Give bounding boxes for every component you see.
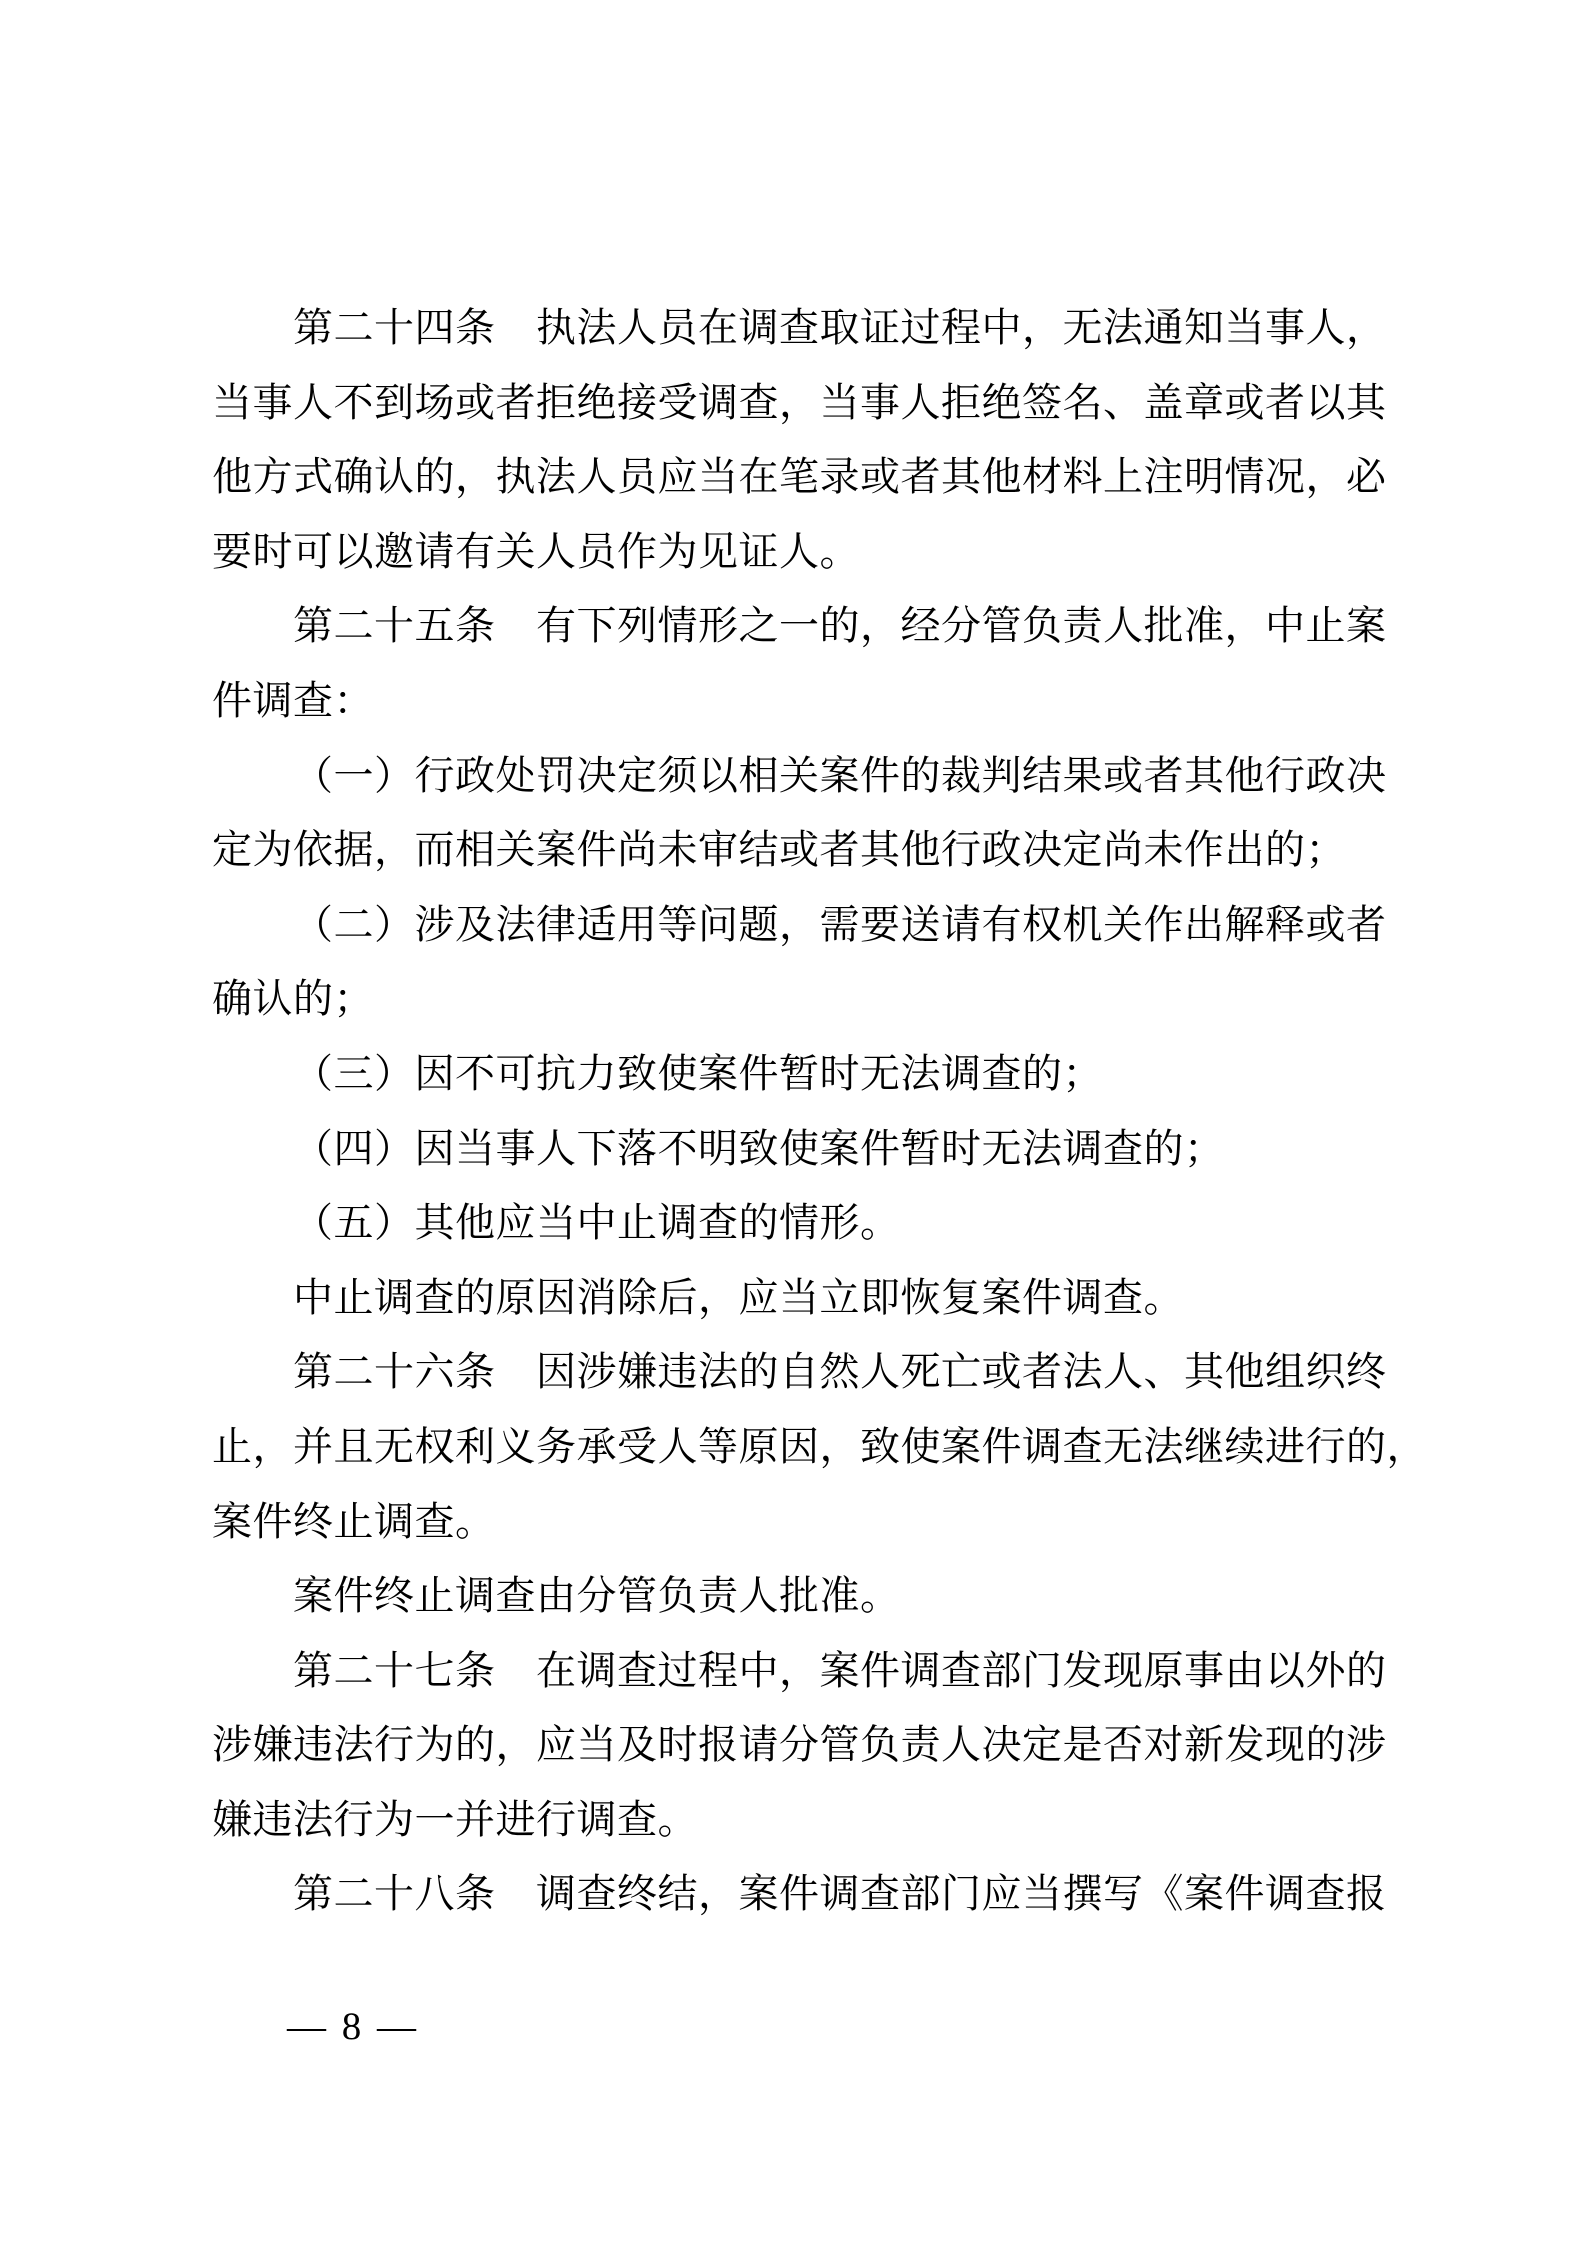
text-line: 案件终止调查由分管负责人批准。 [293,1573,901,1620]
text-line: 案件终止调查。 [212,1498,496,1545]
text-line: 定为依据，而相关案件尚未审结或者其他行政决定尚未作出的； [212,827,1346,874]
text-line: 第二十七条 在调查过程中，案件调查部门发现原事由以外的 [293,1647,1387,1694]
text-line: 第二十五条 有下列情形之一的，经分管负责人批准，中止案 [293,603,1387,650]
text-line: 第二十八条 调查终结，案件调查部门应当撰写《案件调查报 [293,1871,1387,1918]
text-line: 要时可以邀请有关人员作为见证人。 [212,528,860,575]
text-line: 涉嫌违法行为的，应当及时报请分管负责人决定是否对新发现的涉 [212,1722,1387,1769]
page-footer [287,2006,419,2048]
text-line: 止，并且无权利义务承受人等原因，致使案件调查无法继续进行的， [212,1423,1427,1470]
page-number: — 8 — [287,2005,419,2048]
text-line: 中止调查的原因消除后，应当立即恢复案件调查。 [293,1274,1184,1321]
text-line: 第二十四条 执法人员在调查取证过程中，无法通知当事人， [293,305,1387,351]
text-line: （五）其他应当中止调查的情形。 [293,1200,901,1247]
document-body [212,291,1427,1932]
text-line: 件调查： [212,677,374,724]
text-line: （二）涉及法律适用等问题，需要送请有权机关作出解释或者 [293,901,1387,948]
text-line: （四）因当事人下落不明致使案件暂时无法调查的； [293,1125,1225,1172]
text-line: （一）行政处罚决定须以相关案件的裁判结果或者其他行政决 [293,752,1387,799]
text-line: 第二十六条 因涉嫌违法的自然人死亡或者法人、其他组织终 [293,1349,1387,1396]
text-line: 他方式确认的，执法人员应当在笔录或者其他材料上注明情况，必 [212,454,1387,501]
text-line: 确认的； [212,976,374,1023]
text-line: 嫌违法行为一并进行调查。 [212,1796,698,1843]
text-line: 当事人不到场或者拒绝接受调查，当事人拒绝签名、盖章或者以其 [212,379,1387,426]
text-line: （三）因不可抗力致使案件暂时无法调查的； [293,1050,1103,1097]
